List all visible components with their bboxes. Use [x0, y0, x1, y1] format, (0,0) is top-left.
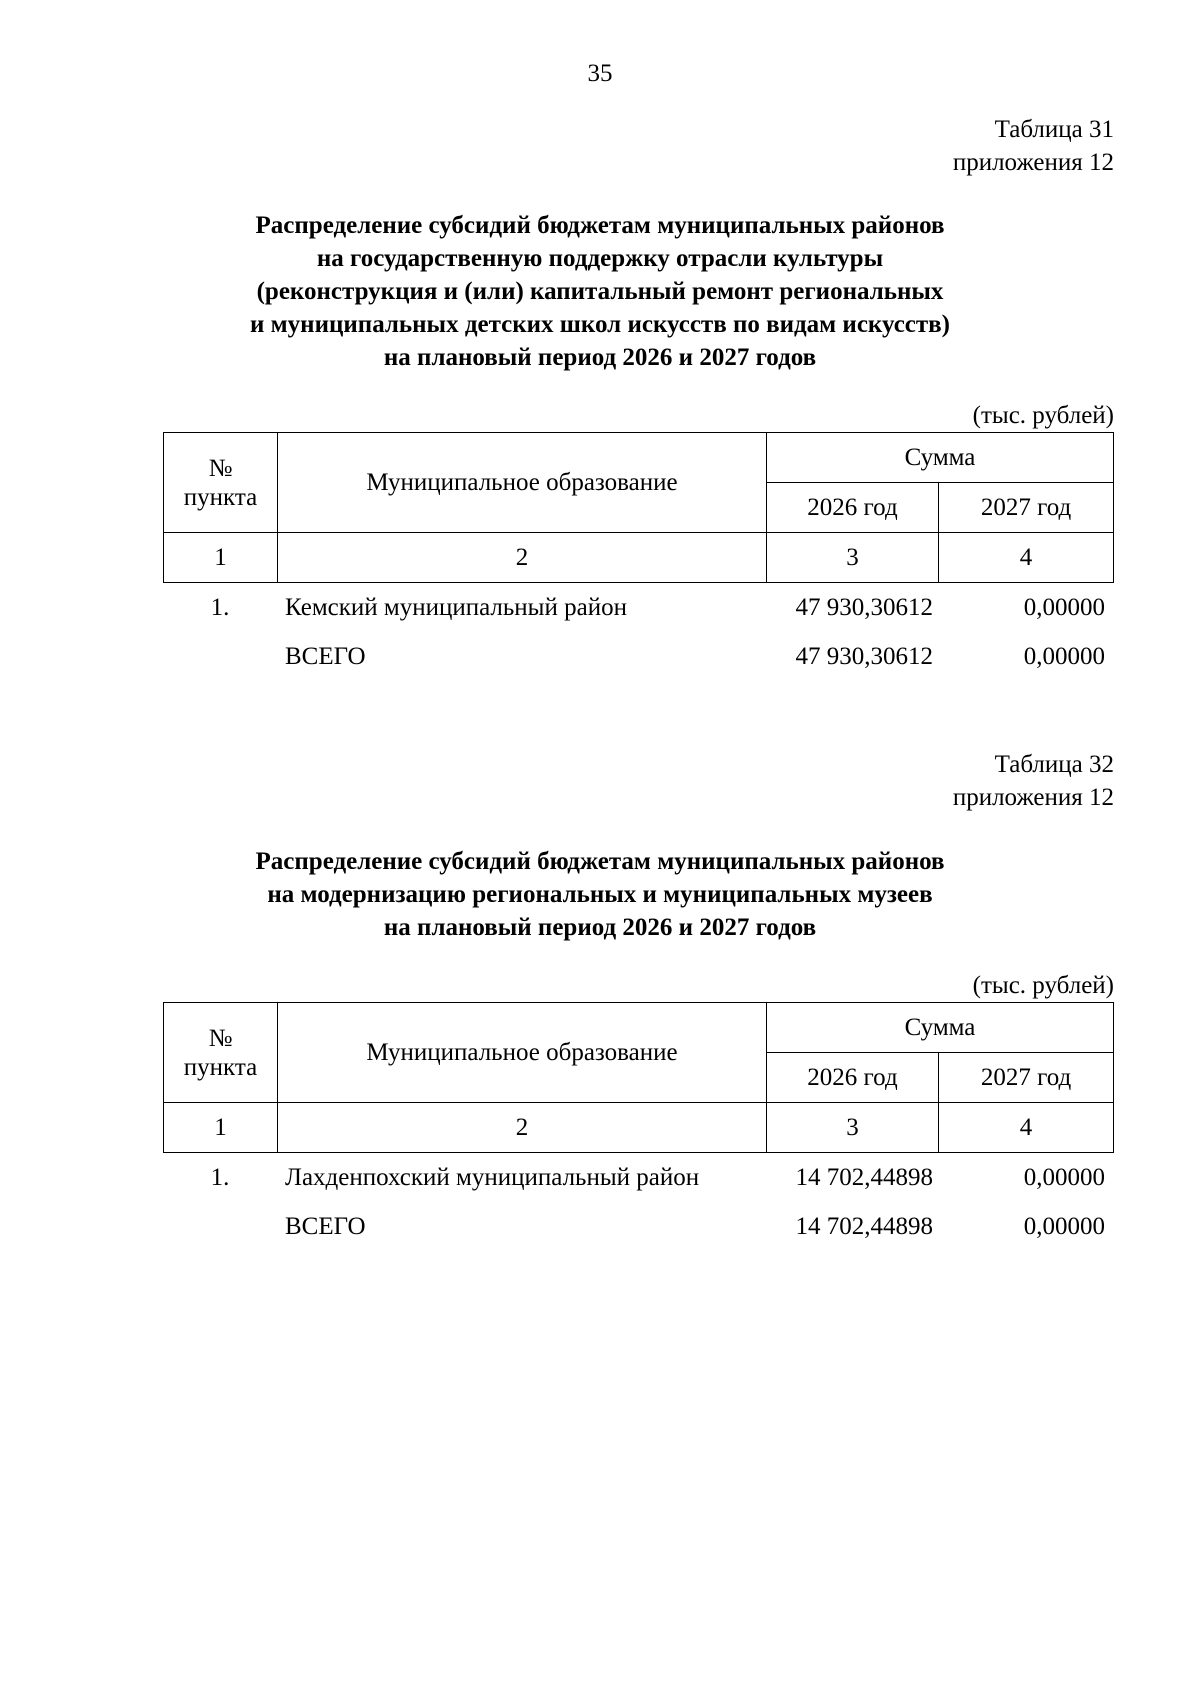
- table-row: [163, 1162, 1113, 1202]
- header-sum: Сумма: [767, 433, 1114, 483]
- unit-label: (тыс. рублей): [972, 402, 1114, 429]
- column-number: 2: [278, 1103, 767, 1153]
- row-municipality: Лахденпохский муниципальный район: [285, 1164, 700, 1191]
- table-ref-line2: приложения 12: [952, 784, 1114, 811]
- table-ref-line2: приложения 12: [952, 149, 1114, 176]
- header-num-line2: пункта: [183, 1053, 258, 1081]
- table-31-header: [163, 432, 1114, 583]
- total-value-2027: 0,00000: [1023, 643, 1105, 670]
- table-row: [163, 592, 1113, 632]
- total-row: [163, 641, 1113, 681]
- header-municipality: Муниципальное образование: [278, 1003, 767, 1103]
- table-31-title: [0, 209, 1200, 374]
- total-label: ВСЕГО: [285, 1213, 366, 1240]
- header-municipality: Муниципальное образование: [278, 433, 767, 533]
- table-32-title: [0, 845, 1200, 944]
- unit-label: (тыс. рублей): [972, 972, 1114, 999]
- header-year-2027: 2027 год: [939, 1053, 1114, 1103]
- header-year-2027: 2027 год: [939, 483, 1114, 533]
- title-line: на модернизацию региональных и муниципальных музеев: [267, 881, 933, 908]
- row-municipality: Кемский муниципальный район: [285, 594, 627, 621]
- column-number: 4: [939, 1103, 1114, 1153]
- table-ref-line1: Таблица 32: [994, 751, 1114, 778]
- column-number: 2: [278, 533, 767, 583]
- table-31-reference: [953, 113, 1114, 179]
- row-value-2026: 47 930,30612: [795, 594, 933, 621]
- header-num-line1: №: [208, 1024, 233, 1052]
- title-line: (реконструкция и (или) капитальный ремонт региональных: [256, 278, 944, 305]
- title-line: Распределение субсидий бюджетам муниципальных районов: [255, 212, 945, 239]
- title-line: Распределение субсидий бюджетам муниципальных районов: [255, 848, 945, 875]
- header-item-number: [164, 1003, 278, 1103]
- table-32-reference: [953, 748, 1114, 814]
- table-32-header: [163, 1002, 1114, 1153]
- total-value-2026: 14 702,44898: [795, 1213, 933, 1240]
- column-number: 1: [164, 533, 278, 583]
- title-line: и муниципальных детских школ искусств по видам искусств): [249, 311, 951, 338]
- column-number: 3: [767, 533, 939, 583]
- table-ref-line1: Таблица 31: [994, 116, 1114, 143]
- title-line: на плановый период 2026 и 2027 годов: [383, 344, 817, 371]
- row-value-2027: 0,00000: [1023, 1164, 1105, 1191]
- header-num-line2: пункта: [183, 483, 258, 511]
- header-item-number: [164, 433, 278, 533]
- row-value-2026: 14 702,44898: [795, 1164, 933, 1191]
- header-num-line1: №: [208, 454, 233, 482]
- column-number: 1: [164, 1103, 278, 1153]
- column-number: 4: [939, 533, 1114, 583]
- header-year-2026: 2026 год: [767, 1053, 939, 1103]
- total-row: [163, 1211, 1113, 1251]
- title-line: на плановый период 2026 и 2027 годов: [383, 914, 817, 941]
- title-line: на государственную поддержку отрасли культуры: [316, 245, 884, 272]
- total-label: ВСЕГО: [285, 643, 366, 670]
- column-number: 3: [767, 1103, 939, 1153]
- total-value-2026: 47 930,30612: [795, 643, 933, 670]
- row-number: 1.: [210, 594, 230, 621]
- row-value-2027: 0,00000: [1023, 594, 1105, 621]
- page-number: 35: [587, 60, 613, 87]
- header-sum: Сумма: [767, 1003, 1114, 1053]
- total-value-2027: 0,00000: [1023, 1213, 1105, 1240]
- header-year-2026: 2026 год: [767, 483, 939, 533]
- row-number: 1.: [210, 1164, 230, 1191]
